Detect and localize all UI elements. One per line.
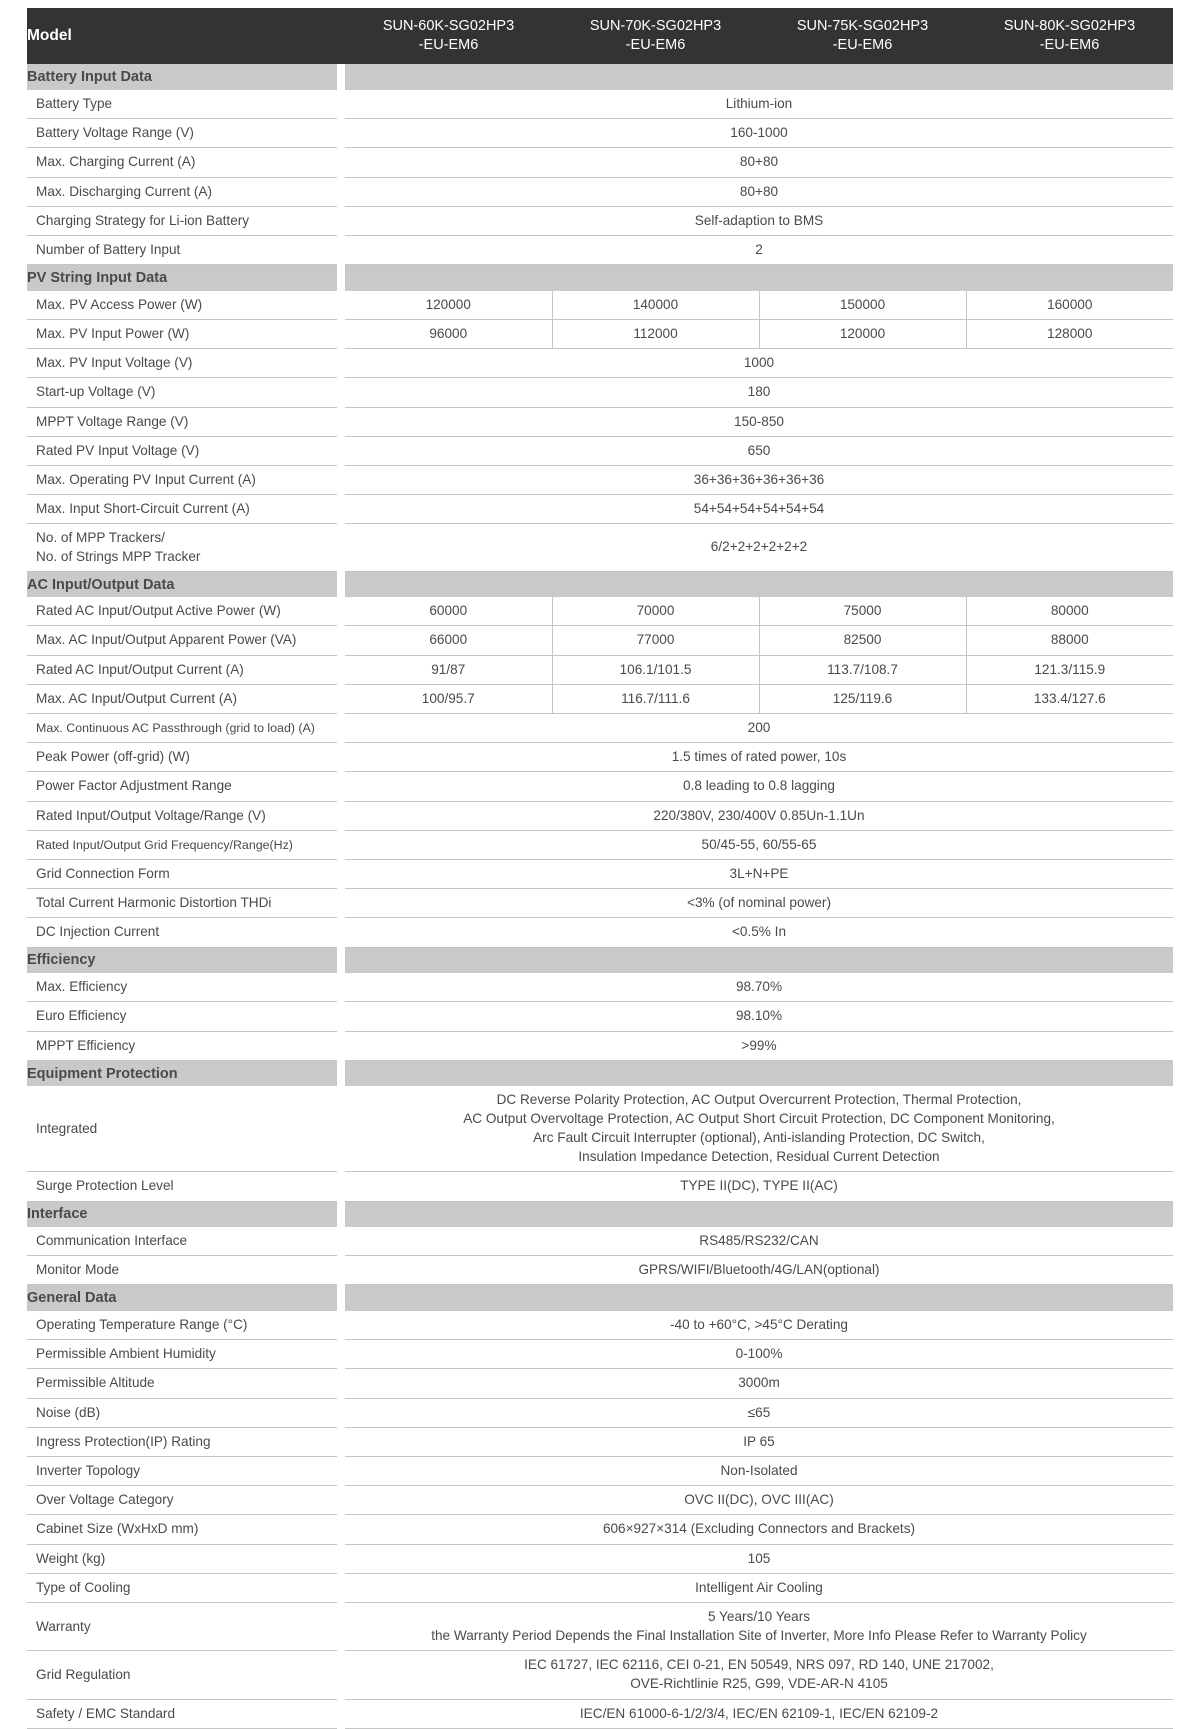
specification-table: [27, 8, 1173, 1729]
table-row: [27, 1086, 1173, 1172]
row-label: Rated Input/Output Grid Frequency/Range(Hz): [27, 830, 337, 859]
table-row: [27, 495, 1173, 524]
row-label: Max. Charging Current (A): [27, 148, 337, 177]
row-label: Max. PV Access Power (W): [27, 291, 337, 320]
row-gap: [337, 465, 345, 494]
row-value-col-2: 116.7/111.6: [552, 684, 759, 713]
row-value-col-2: 70000: [552, 597, 759, 626]
table-row: [27, 1311, 1173, 1340]
table-row: [27, 1340, 1173, 1369]
header-model-1: SUN-60K-SG02HP3 -EU-EM6: [345, 8, 552, 64]
section-title: General Data: [27, 1285, 337, 1311]
table-row: [27, 206, 1173, 235]
row-label: Euro Efficiency: [27, 1002, 337, 1031]
row-label: Start-up Voltage (V): [27, 378, 337, 407]
row-gap: [337, 1456, 345, 1485]
row-label: Grid Regulation: [27, 1651, 337, 1700]
row-value-col-4: 160000: [966, 291, 1173, 320]
row-gap: [337, 1515, 345, 1544]
section-header-row: [27, 571, 1173, 597]
section-gap: [337, 1285, 345, 1311]
section-title: Interface: [27, 1201, 337, 1227]
table-row: [27, 1227, 1173, 1256]
row-gap: [337, 495, 345, 524]
row-gap: [337, 1002, 345, 1031]
row-gap: [337, 918, 345, 947]
row-gap: [337, 801, 345, 830]
row-label: Safety / EMC Standard: [27, 1699, 337, 1728]
section-gap: [337, 265, 345, 291]
row-label: Total Current Harmonic Distortion THDi: [27, 889, 337, 918]
row-value-span: 150-850: [345, 407, 1173, 436]
row-value-span: DC Reverse Polarity Protection, AC Output Overcurrent Protection, Thermal Protection, AC Output Overvoltage Protection, AC Output Short Circuit Protection, DC Component Monitoring, Arc Fault Circuit Interrupter (optional), Anti-islanding Protection, DC Switch, Insulation Impedance Detection, Residual Current Detection: [345, 1086, 1173, 1172]
row-value-col-3: 113.7/108.7: [759, 655, 966, 684]
row-label: Permissible Ambient Humidity: [27, 1340, 337, 1369]
row-value-span: <0.5% In: [345, 918, 1173, 947]
row-gap: [337, 319, 345, 348]
row-label: Rated Input/Output Voltage/Range (V): [27, 801, 337, 830]
row-value-col-3: 120000: [759, 319, 966, 348]
row-value-col-3: 75000: [759, 597, 966, 626]
row-label: Max. Operating PV Input Current (A): [27, 465, 337, 494]
row-value-span: 50/45-55, 60/55-65: [345, 830, 1173, 859]
row-gap: [337, 714, 345, 743]
table-row: [27, 1256, 1173, 1285]
row-value-span: 80+80: [345, 177, 1173, 206]
section-band: [345, 64, 1173, 90]
row-value-span: 54+54+54+54+54+54: [345, 495, 1173, 524]
row-value-span: 80+80: [345, 148, 1173, 177]
section-gap: [337, 571, 345, 597]
row-gap: [337, 1544, 345, 1573]
row-value-col-4: 128000: [966, 319, 1173, 348]
row-gap: [337, 1651, 345, 1700]
row-label: Rated AC Input/Output Active Power (W): [27, 597, 337, 626]
row-value-span: TYPE II(DC), TYPE II(AC): [345, 1172, 1173, 1201]
row-label: Grid Connection Form: [27, 860, 337, 889]
row-value-col-3: 125/119.6: [759, 684, 966, 713]
row-gap: [337, 206, 345, 235]
row-value-span: Intelligent Air Cooling: [345, 1573, 1173, 1602]
row-value-span: 160-1000: [345, 119, 1173, 148]
row-value-col-2: 140000: [552, 291, 759, 320]
row-gap: [337, 860, 345, 889]
row-value-col-1: 60000: [345, 597, 552, 626]
row-value-col-4: 121.3/115.9: [966, 655, 1173, 684]
row-gap: [337, 349, 345, 378]
table-row: [27, 236, 1173, 265]
table-row: [27, 349, 1173, 378]
row-gap: [337, 1311, 345, 1340]
row-value-col-1: 91/87: [345, 655, 552, 684]
table-row: [27, 918, 1173, 947]
row-gap: [337, 1031, 345, 1060]
header-model-4: SUN-80K-SG02HP3 -EU-EM6: [966, 8, 1173, 64]
row-value-col-2: 112000: [552, 319, 759, 348]
table-row: [27, 407, 1173, 436]
row-gap: [337, 291, 345, 320]
row-label: Max. Discharging Current (A): [27, 177, 337, 206]
row-value-span: 3L+N+PE: [345, 860, 1173, 889]
row-value-col-3: 82500: [759, 626, 966, 655]
table-row: [27, 889, 1173, 918]
row-label: Max. Efficiency: [27, 973, 337, 1002]
row-value-col-1: 100/95.7: [345, 684, 552, 713]
section-header-row: [27, 947, 1173, 973]
section-gap: [337, 1201, 345, 1227]
section-gap: [337, 64, 345, 90]
table-row: [27, 177, 1173, 206]
row-gap: [337, 830, 345, 859]
table-row: [27, 1172, 1173, 1201]
row-value-span: IP 65: [345, 1427, 1173, 1456]
row-value-span: 6/2+2+2+2+2+2: [345, 524, 1173, 571]
table-row: [27, 1602, 1173, 1651]
table-row: [27, 1486, 1173, 1515]
row-gap: [337, 1398, 345, 1427]
row-label: Surge Protection Level: [27, 1172, 337, 1201]
row-label: Rated PV Input Voltage (V): [27, 436, 337, 465]
table-row: [27, 524, 1173, 571]
row-gap: [337, 597, 345, 626]
table-row: [27, 1002, 1173, 1031]
row-label: Power Factor Adjustment Range: [27, 772, 337, 801]
table-row: [27, 1544, 1173, 1573]
row-gap: [337, 772, 345, 801]
row-value-span: 200: [345, 714, 1173, 743]
row-gap: [337, 90, 345, 119]
section-band: [345, 265, 1173, 291]
row-label: Type of Cooling: [27, 1573, 337, 1602]
row-label: Charging Strategy for Li-ion Battery: [27, 206, 337, 235]
row-value-span: 180: [345, 378, 1173, 407]
section-header-row: [27, 1285, 1173, 1311]
row-label: MPPT Efficiency: [27, 1031, 337, 1060]
section-title: Battery Input Data: [27, 64, 337, 90]
row-value-span: 0.8 leading to 0.8 lagging: [345, 772, 1173, 801]
row-value-span: IEC/EN 61000-6-1/2/3/4, IEC/EN 62109-1, IEC/EN 62109-2: [345, 1699, 1173, 1728]
row-label: Over Voltage Category: [27, 1486, 337, 1515]
row-gap: [337, 1427, 345, 1456]
row-gap: [337, 378, 345, 407]
table-row: [27, 1031, 1173, 1060]
row-gap: [337, 524, 345, 571]
header-gap: [337, 8, 345, 64]
row-value-span: 0-100%: [345, 1340, 1173, 1369]
row-gap: [337, 1227, 345, 1256]
row-label: Max. Continuous AC Passthrough (grid to load) (A): [27, 714, 337, 743]
row-gap: [337, 1369, 345, 1398]
table-row: [27, 626, 1173, 655]
header-model-2: SUN-70K-SG02HP3 -EU-EM6: [552, 8, 759, 64]
header-model-label: Model: [27, 8, 337, 64]
row-gap: [337, 1573, 345, 1602]
row-value-span: 1.5 times of rated power, 10s: [345, 743, 1173, 772]
row-value-span: Non-Isolated: [345, 1456, 1173, 1485]
row-value-span: 650: [345, 436, 1173, 465]
row-gap: [337, 743, 345, 772]
row-label: Max. PV Input Power (W): [27, 319, 337, 348]
row-label: Integrated: [27, 1086, 337, 1172]
table-row: [27, 119, 1173, 148]
row-label: Noise (dB): [27, 1398, 337, 1427]
row-gap: [337, 236, 345, 265]
section-header-row: [27, 1201, 1173, 1227]
row-label: Monitor Mode: [27, 1256, 337, 1285]
row-value-col-4: 80000: [966, 597, 1173, 626]
table-row: [27, 1515, 1173, 1544]
table-row: [27, 1456, 1173, 1485]
row-value-span: Self-adaption to BMS: [345, 206, 1173, 235]
table-row: [27, 148, 1173, 177]
row-gap: [337, 1699, 345, 1728]
section-gap: [337, 947, 345, 973]
table-row: [27, 436, 1173, 465]
row-label: Rated AC Input/Output Current (A): [27, 655, 337, 684]
row-value-col-1: 120000: [345, 291, 552, 320]
row-value-col-1: 66000: [345, 626, 552, 655]
table-row: [27, 319, 1173, 348]
row-gap: [337, 973, 345, 1002]
table-row: [27, 597, 1173, 626]
row-gap: [337, 407, 345, 436]
row-label: Max. AC Input/Output Apparent Power (VA): [27, 626, 337, 655]
row-value-col-4: 88000: [966, 626, 1173, 655]
row-gap: [337, 655, 345, 684]
row-label: Cabinet Size (WxHxD mm): [27, 1515, 337, 1544]
row-label: Max. AC Input/Output Current (A): [27, 684, 337, 713]
row-value-span: <3% (of nominal power): [345, 889, 1173, 918]
row-label: DC Injection Current: [27, 918, 337, 947]
table-row: [27, 1427, 1173, 1456]
row-gap: [337, 1256, 345, 1285]
table-row: [27, 743, 1173, 772]
row-value-span: 2: [345, 236, 1173, 265]
row-value-span: GPRS/WIFI/Bluetooth/4G/LAN(optional): [345, 1256, 1173, 1285]
row-value-span: ≤65: [345, 1398, 1173, 1427]
row-gap: [337, 177, 345, 206]
row-gap: [337, 1340, 345, 1369]
row-gap: [337, 1086, 345, 1172]
row-value-col-4: 133.4/127.6: [966, 684, 1173, 713]
row-value-span: OVC II(DC), OVC III(AC): [345, 1486, 1173, 1515]
header-model-3: SUN-75K-SG02HP3 -EU-EM6: [759, 8, 966, 64]
section-band: [345, 1060, 1173, 1086]
row-gap: [337, 684, 345, 713]
row-label: No. of MPP Trackers/ No. of Strings MPP Tracker: [27, 524, 337, 571]
row-value-col-2: 77000: [552, 626, 759, 655]
row-value-span: 220/380V, 230/400V 0.85Un-1.1Un: [345, 801, 1173, 830]
row-label: Communication Interface: [27, 1227, 337, 1256]
table-row: [27, 973, 1173, 1002]
row-gap: [337, 889, 345, 918]
table-row: [27, 714, 1173, 743]
table-row: [27, 772, 1173, 801]
section-band: [345, 947, 1173, 973]
section-header-row: [27, 1060, 1173, 1086]
row-value-span: 5 Years/10 Years the Warranty Period Depends the Final Installation Site of Inverter, More Info Please Refer to Warranty Policy: [345, 1602, 1173, 1651]
row-gap: [337, 148, 345, 177]
section-title: Efficiency: [27, 947, 337, 973]
section-title: Equipment Protection: [27, 1060, 337, 1086]
table-row: [27, 291, 1173, 320]
table-row: [27, 1369, 1173, 1398]
section-band: [345, 1201, 1173, 1227]
row-label: MPPT Voltage Range (V): [27, 407, 337, 436]
table-row: [27, 1699, 1173, 1728]
row-value-span: 105: [345, 1544, 1173, 1573]
row-value-span: 1000: [345, 349, 1173, 378]
row-value-span: 98.70%: [345, 973, 1173, 1002]
table-row: [27, 801, 1173, 830]
row-value-span: 606×927×314 (Excluding Connectors and Brackets): [345, 1515, 1173, 1544]
table-row: [27, 1573, 1173, 1602]
row-value-span: 36+36+36+36+36+36: [345, 465, 1173, 494]
table-row: [27, 90, 1173, 119]
section-header-row: [27, 265, 1173, 291]
section-band: [345, 571, 1173, 597]
row-label: Peak Power (off-grid) (W): [27, 743, 337, 772]
row-label: Operating Temperature Range (°C): [27, 1311, 337, 1340]
row-label: Number of Battery Input: [27, 236, 337, 265]
table-row: [27, 684, 1173, 713]
row-value-span: -40 to +60°C, >45°C Derating: [345, 1311, 1173, 1340]
table-header-row: [27, 8, 1173, 64]
row-value-span: 3000m: [345, 1369, 1173, 1398]
section-title: AC Input/Output Data: [27, 571, 337, 597]
row-gap: [337, 1172, 345, 1201]
row-label: Max. PV Input Voltage (V): [27, 349, 337, 378]
row-value-col-3: 150000: [759, 291, 966, 320]
row-label: Inverter Topology: [27, 1456, 337, 1485]
table-row: [27, 1398, 1173, 1427]
table-row: [27, 655, 1173, 684]
row-label: Warranty: [27, 1602, 337, 1651]
row-gap: [337, 1486, 345, 1515]
row-label: Battery Type: [27, 90, 337, 119]
table-row: [27, 1651, 1173, 1700]
row-value-col-1: 96000: [345, 319, 552, 348]
section-gap: [337, 1060, 345, 1086]
row-value-span: RS485/RS232/CAN: [345, 1227, 1173, 1256]
row-gap: [337, 119, 345, 148]
row-value-span: 98.10%: [345, 1002, 1173, 1031]
row-label: Weight (kg): [27, 1544, 337, 1573]
section-title: PV String Input Data: [27, 265, 337, 291]
table-row: [27, 465, 1173, 494]
row-value-span: >99%: [345, 1031, 1173, 1060]
row-label: Max. Input Short-Circuit Current (A): [27, 495, 337, 524]
section-header-row: [27, 64, 1173, 90]
section-band: [345, 1285, 1173, 1311]
row-value-span: IEC 61727, IEC 62116, CEI 0-21, EN 50549, NRS 097, RD 140, UNE 217002, OVE-Richtlinie R25, G99, VDE-AR-N 4105: [345, 1651, 1173, 1700]
table-row: [27, 830, 1173, 859]
table-row: [27, 860, 1173, 889]
row-label: Battery Voltage Range (V): [27, 119, 337, 148]
row-gap: [337, 436, 345, 465]
row-gap: [337, 626, 345, 655]
row-label: Permissible Altitude: [27, 1369, 337, 1398]
row-value-col-2: 106.1/101.5: [552, 655, 759, 684]
row-value-span: Lithium-ion: [345, 90, 1173, 119]
table-row: [27, 378, 1173, 407]
row-label: Ingress Protection(IP) Rating: [27, 1427, 337, 1456]
row-gap: [337, 1602, 345, 1651]
